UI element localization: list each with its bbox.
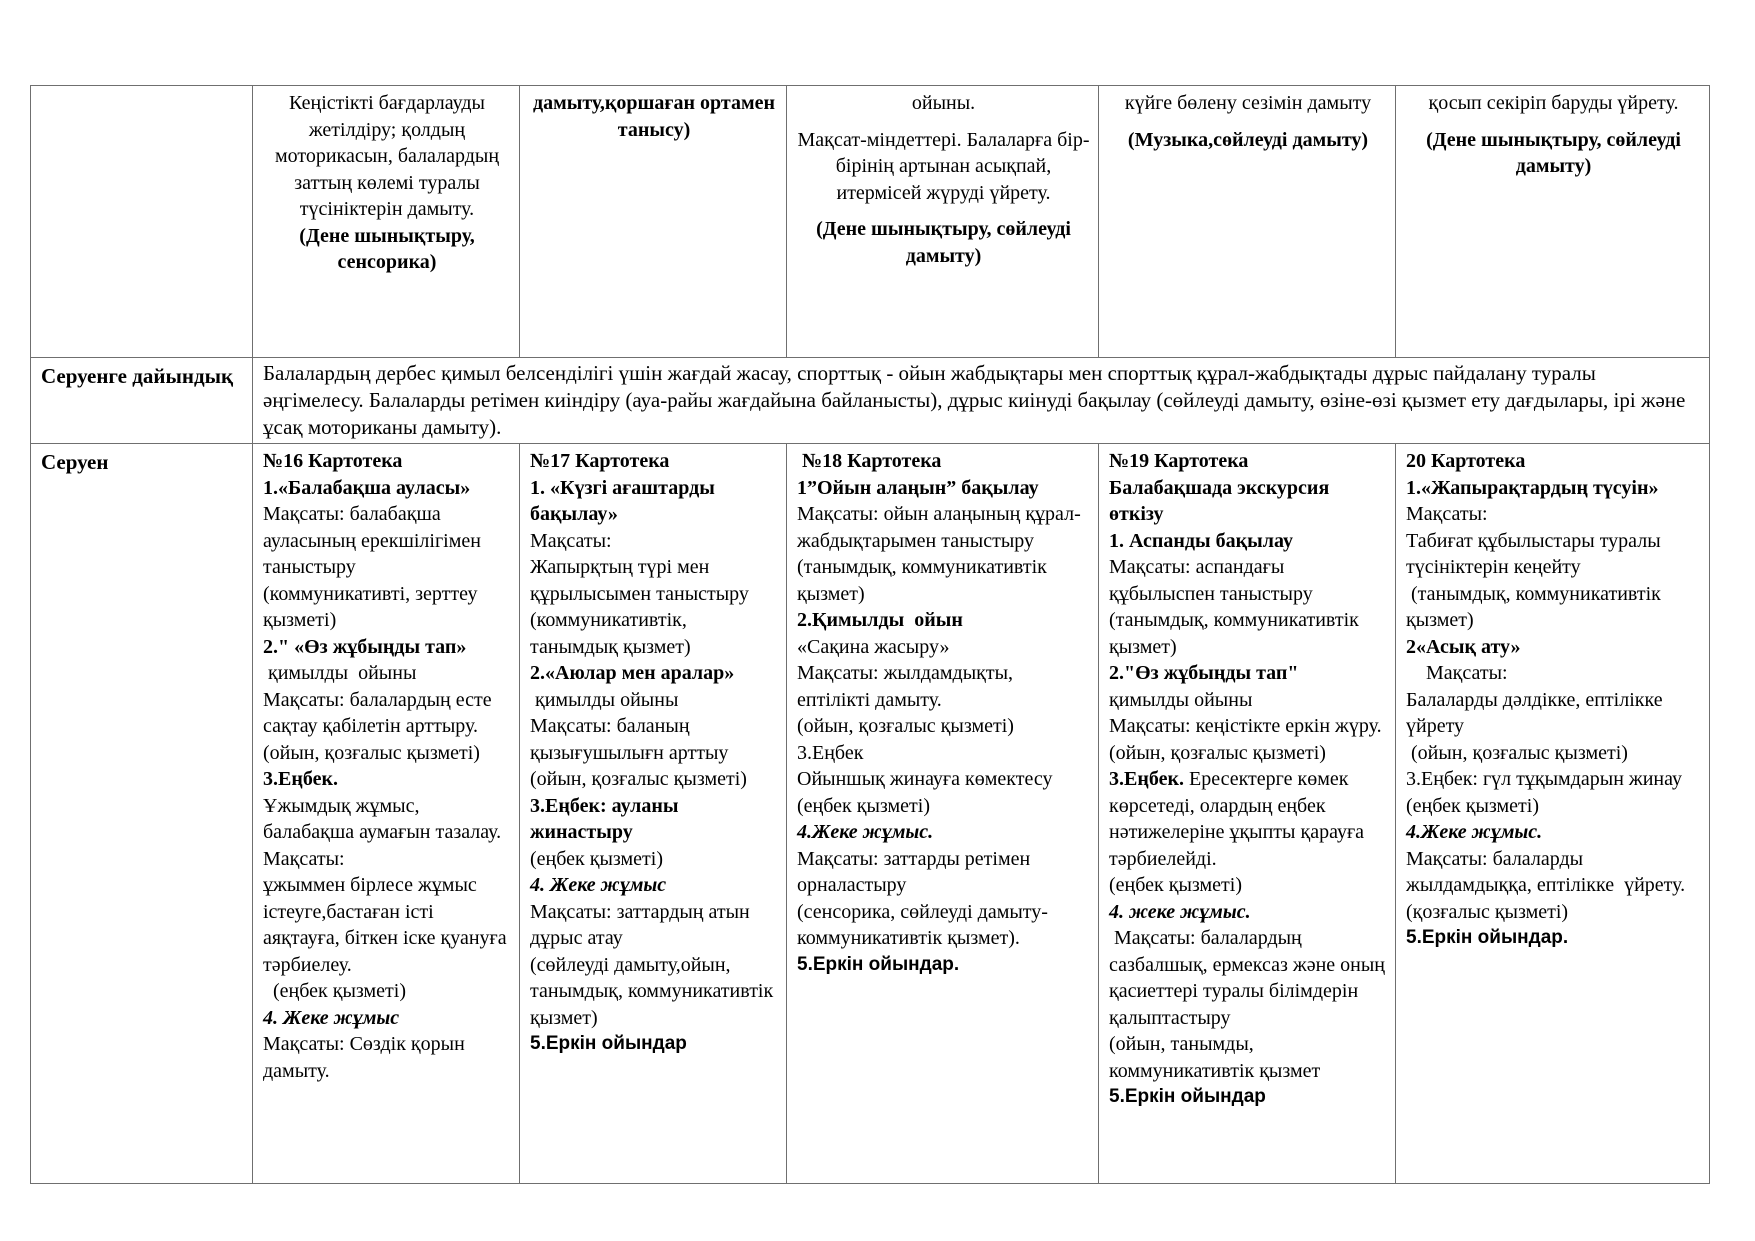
table-row-continuation xyxy=(31,86,1710,358)
walk-item: 4. жеке жұмыс. xyxy=(1109,900,1251,923)
walk-item: (сөйлеуді дамыту,ойын, танымдық, коммуникативтік қызмет) xyxy=(530,953,779,1029)
walk-item: (ойын, қозғалыс қызметі) xyxy=(1109,741,1326,764)
walk-item: Жапырқтың түрі мен құрылысымен таныстыру xyxy=(530,556,749,605)
walk-item: Мақсаты: заттарды ретімен орналастыру xyxy=(797,847,1036,896)
cell-bold-text: дамыту,қоршаған ортамен танысу) xyxy=(532,92,775,141)
walk-item: №17 Картотека xyxy=(530,450,670,472)
walk-cell-1 xyxy=(253,444,520,1184)
table-row-walk-prep xyxy=(31,358,1710,444)
cell-bold-text: (Музыка,сөйлеуді дамыту) xyxy=(1127,128,1369,151)
walk-item: қимылды ойыны xyxy=(1109,688,1253,711)
walk-item: 2.«Аюлар мен аралар» xyxy=(530,662,735,684)
top-cell-3 xyxy=(787,86,1099,358)
top-cell-4 xyxy=(1099,86,1396,358)
walk-item-heading: 3.Еңбек. xyxy=(1109,768,1184,790)
walk-item-text: Ересектерге көмек көрсетеді, олардың еңбек нәтижелеріне ұқыпты қарауға тәрбиелейді. xyxy=(1109,768,1370,870)
walk-prep-text: Балалардың дербес қимыл белсенділігі үшін жағдай жасау, спорттық - ойын жабдықтары мен спорттық құрал-жабдықтады дұрыс пайдалану туралы әңгімелесу. Балаларды ретімен киіндіру (ауа-райы жағдайына байланысты), дұрыс киінуді бақылау (сөйлеуді дамыту, өзіне-өзі қызмет ету дағдылары, ірі және ұсақ моториканы дамыту). xyxy=(253,358,1710,444)
walk-item: Мақсаты: баланың қызығушылығн арттыу xyxy=(530,715,729,764)
walk-item: 3.Еңбек xyxy=(797,741,864,764)
walk-item: (ойын, қозғалыс қызметі) xyxy=(530,768,747,790)
walk-cell-5 xyxy=(1396,444,1710,1184)
walk-item: (еңбек қызметі) xyxy=(1406,794,1540,817)
walk-item: (еңбек қызметі) xyxy=(530,847,664,870)
cell-text: Кеңістікті бағдарлауды жетілдіру; қолдың моторикасын, балалардың заттың көлемі туралы түсініктерін дамыту. xyxy=(274,92,500,220)
walk-item: Мақсаты: балабақша ауласының ерекшілігімен таныстыру xyxy=(263,503,486,578)
walk-item: (сенсорика, сөйлеуді дамыту-коммуникативтік қызмет). xyxy=(797,900,1048,949)
walk-item: (еңбек қызметі) xyxy=(1109,874,1243,896)
walk-item: №19 Картотека xyxy=(1109,450,1249,472)
walk-item: (ойын, танымды, коммуникативтік қызмет xyxy=(1109,1033,1321,1082)
walk-item: Мақсаты: жылдамдықты, ептілікті дамыту. xyxy=(797,662,1019,711)
walk-item: Балабақшада экскурсия өткізу xyxy=(1109,476,1335,525)
cell-bold-text: (Дене шынықтыру, сөйлеуді дамыту) xyxy=(816,218,1071,267)
walk-item: 20 Картотека xyxy=(1406,450,1526,472)
walk-item: Ойыншық жинауға көмектесу xyxy=(797,768,1053,790)
walk-item: (қозғалыс қызметі) xyxy=(1406,900,1569,923)
walk-item: «Сақина жасыру» xyxy=(797,635,950,658)
cell-bold-text: (Дене шынықтыру, сөйлеуді дамыту) xyxy=(1426,128,1681,177)
table-row-walk xyxy=(31,444,1710,1184)
row-label-walk: Серуен xyxy=(31,444,253,1184)
walk-item: Мақсаты: кеңістікте еркін жүру. xyxy=(1109,715,1382,737)
walk-item: қимылды ойыны xyxy=(530,688,679,711)
walk-item: (ойын, қозғалыс қызметі) xyxy=(1406,741,1628,764)
walk-item: Мақсаты: аспандағы құбылыспен таныстыру xyxy=(1109,556,1313,605)
walk-item: 3.Еңбек: ауланы жинастыру xyxy=(530,794,684,843)
walk-item: 4. Жеке жұмыс xyxy=(530,874,667,896)
walk-cell-2 xyxy=(520,444,787,1184)
walk-item: (танымдық, коммуникативтік қызмет) xyxy=(1109,609,1364,658)
walk-item: Мақсаты: xyxy=(530,529,612,552)
cell-text: күйге бөлену сезімін дамыту xyxy=(1124,92,1372,114)
walk-item: Мақсаты: балалардың сазбалшық, ермексаз және оның қасиеттері туралы білімдерін қалыптастыру xyxy=(1109,927,1391,1029)
empty-label-cell xyxy=(31,86,253,358)
schedule-table xyxy=(30,85,1710,1184)
row-label-walk-prep: Серуенге дайындық xyxy=(31,358,253,444)
walk-item: (еңбек қызметі) xyxy=(263,980,407,1002)
walk-item: Мақсаты: заттардың атын дұрыс атау xyxy=(530,900,755,949)
cell-bold-text: (Дене шынықтыру, сенсорика) xyxy=(299,224,475,273)
walk-item: 1.«Балабақша ауласы» xyxy=(263,476,471,499)
walk-item: 5.Еркін ойындар. xyxy=(1406,927,1569,948)
walk-item: №18 Картотека xyxy=(797,450,942,472)
walk-item: 1”Ойын алаңын” бақылау xyxy=(797,476,1039,499)
cell-text: ойыны. xyxy=(911,92,976,114)
walk-item: Мақсаты: xyxy=(1406,503,1488,525)
walk-item: 1.«Жапырақтардың түсуін» xyxy=(1406,476,1659,499)
top-cell-1 xyxy=(253,86,520,358)
walk-item: 2«Асық ату» xyxy=(1406,635,1521,658)
walk-item: 5.Еркін ойындар xyxy=(1109,1086,1266,1107)
walk-item: Мақсаты: балаларды жылдамдыққа, ептілікке үйрету. xyxy=(1406,847,1686,896)
walk-item: 5.Еркін ойындар xyxy=(530,1033,687,1054)
walk-item: (еңбек қызметі) xyxy=(797,794,931,817)
walk-item: 3.Еңбек. xyxy=(263,768,338,790)
walk-item: (танымдық, коммуникативтік қызмет) xyxy=(1406,582,1666,631)
walk-item: 4.Жеке жұмыс. xyxy=(797,821,934,843)
walk-item: 2."Өз жұбыңды тап" xyxy=(1109,662,1299,684)
cell-text: қосып секіріп баруды үйрету. xyxy=(1428,92,1679,114)
walk-item: №16 Картотека xyxy=(263,450,403,472)
walk-item: Балаларды дәлдікке, ептілікке үйрету xyxy=(1406,688,1668,737)
walk-item: 2." «Өз жұбыңды тап» xyxy=(263,635,467,658)
walk-item: Мақсаты: ойын алаңының құрал-жабдықтарымен таныстыру xyxy=(797,503,1081,552)
cell-text: Мақсат-міндеттері. Балаларға бір-бірінің артынан асықпай, итермісей жүруді үйрету. xyxy=(797,128,1090,204)
walk-item: Мақсаты: xyxy=(1406,662,1508,684)
walk-item: Ұжымдық жұмыс, балабақша аумағын тазалау. xyxy=(263,794,502,843)
walk-item: (танымдық, коммуникативтік қызмет) xyxy=(797,556,1052,605)
walk-item: Табиғат құбылыстары туралы түсініктерін кеңейту xyxy=(1406,529,1666,578)
walk-item: (ойын, қозғалыс қызметі) xyxy=(797,715,1014,737)
walk-cell-3 xyxy=(787,444,1099,1184)
walk-item: Мақсаты: xyxy=(263,847,345,870)
walk-item: 3.Еңбек: гүл тұқымдарын жинау xyxy=(1406,768,1682,790)
top-cell-5 xyxy=(1396,86,1710,358)
walk-cell-4 xyxy=(1099,444,1396,1184)
walk-item: ұжыммен бірлесе жұмыс істеуге,бастаған істі аяқтауға, біткен іске қуануға тәрбиелеу. xyxy=(263,874,512,976)
walk-item: (ойын, қозғалыс қызметі) xyxy=(263,741,480,764)
walk-item: 1. «Күзгі ағаштарды бақылау» xyxy=(530,476,720,525)
walk-item: 5.Еркін ойындар. xyxy=(797,953,960,975)
walk-item: (коммуникативтік, танымдық қызмет) xyxy=(530,609,692,658)
walk-item: 2.Қимылды ойын xyxy=(797,609,963,631)
walk-item: қимылды ойыны xyxy=(263,662,417,684)
walk-item: Мақсаты: балалардың есте сақтау қабілетін арттыру. xyxy=(263,688,497,737)
walk-item: 4.Жеке жұмыс. xyxy=(1406,821,1543,843)
walk-item: (коммуникативті, зерттеу қызметі) xyxy=(263,582,483,631)
top-cell-2 xyxy=(520,86,787,358)
walk-item: 1. Аспанды бақылау xyxy=(1109,529,1293,552)
walk-item: Мақсаты: Сөздік қорын дамыту. xyxy=(263,1033,470,1082)
walk-item xyxy=(1109,766,1387,872)
walk-item: 4. Жеке жұмыс xyxy=(263,1006,400,1029)
